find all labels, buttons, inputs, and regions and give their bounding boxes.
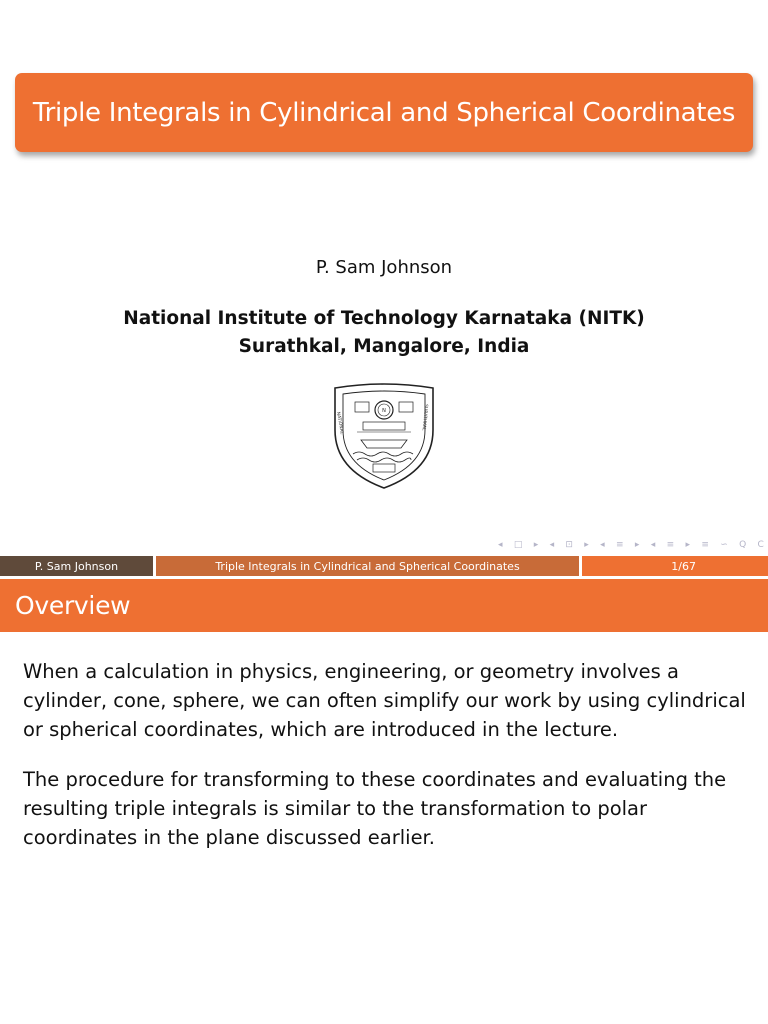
- svg-text:SURATHKAL: SURATHKAL: [420, 403, 428, 431]
- nav-frame-icon[interactable]: ⊡: [565, 540, 573, 550]
- nav-next-section-icon[interactable]: ▸: [685, 540, 691, 550]
- overview-slide: [0, 579, 768, 1024]
- nav-search-icon[interactable]: Q: [739, 540, 747, 550]
- overview-paragraph: When a calculation in physics, engineering, or geometry involves a cylinder, cone, sphere, we can often simplify our work by using cylindrical or spherical coordinates, which are introduced in the lecture.: [23, 660, 746, 741]
- title-box: [15, 73, 753, 152]
- nav-next-frame-icon[interactable]: ▸: [584, 540, 589, 550]
- nav-forward-icon[interactable]: C: [757, 540, 764, 550]
- institute-location: Surathkal, Mangalore, India: [238, 336, 530, 357]
- nav-prev-slide-icon[interactable]: ◂: [498, 540, 503, 550]
- nitk-emblem-logo: [329, 382, 439, 492]
- nav-subsection-icon[interactable]: ≡: [616, 540, 624, 550]
- nav-next-subsection-icon[interactable]: ▸: [634, 540, 640, 550]
- institute: [0, 305, 768, 361]
- frame-title: Overview: [15, 591, 131, 620]
- beamer-navigation-symbols[interactable]: [498, 538, 764, 552]
- nav-prev-subsection-icon[interactable]: ◂: [600, 540, 605, 550]
- footline: [0, 556, 768, 576]
- nav-document-icon[interactable]: ≡: [701, 540, 709, 550]
- svg-text:NATIONAL: NATIONAL: [335, 411, 344, 435]
- nav-section-icon[interactable]: ≡: [666, 540, 675, 550]
- overview-paragraph: The procedure for transforming to these coordinates and evaluating the resulting triple integrals is similar to the transformation to polar coordinates in the plane discussed earlier.: [23, 768, 727, 849]
- footer-page-number: 1/67: [582, 556, 768, 576]
- frame-title-bar: [0, 579, 768, 632]
- nav-back-icon[interactable]: ∽: [720, 540, 728, 550]
- author-name: P. Sam Johnson: [315, 257, 453, 278]
- institute-name: National Institute of Technology Karnataka (NITK): [123, 308, 645, 329]
- nav-slide-icon[interactable]: □: [513, 540, 523, 550]
- footer-author: P. Sam Johnson: [0, 556, 156, 576]
- nav-prev-section-icon[interactable]: ◂: [650, 540, 656, 550]
- footer-title: Triple Integrals in Cylindrical and Spherical Coordinates: [156, 556, 582, 576]
- presentation-title: Triple Integrals in Cylindrical and Spherical Coordinates: [32, 97, 736, 128]
- nav-next-slide-icon[interactable]: ▸: [533, 540, 539, 550]
- nav-prev-frame-icon[interactable]: ◂: [549, 540, 555, 550]
- svg-text:N: N: [382, 408, 386, 414]
